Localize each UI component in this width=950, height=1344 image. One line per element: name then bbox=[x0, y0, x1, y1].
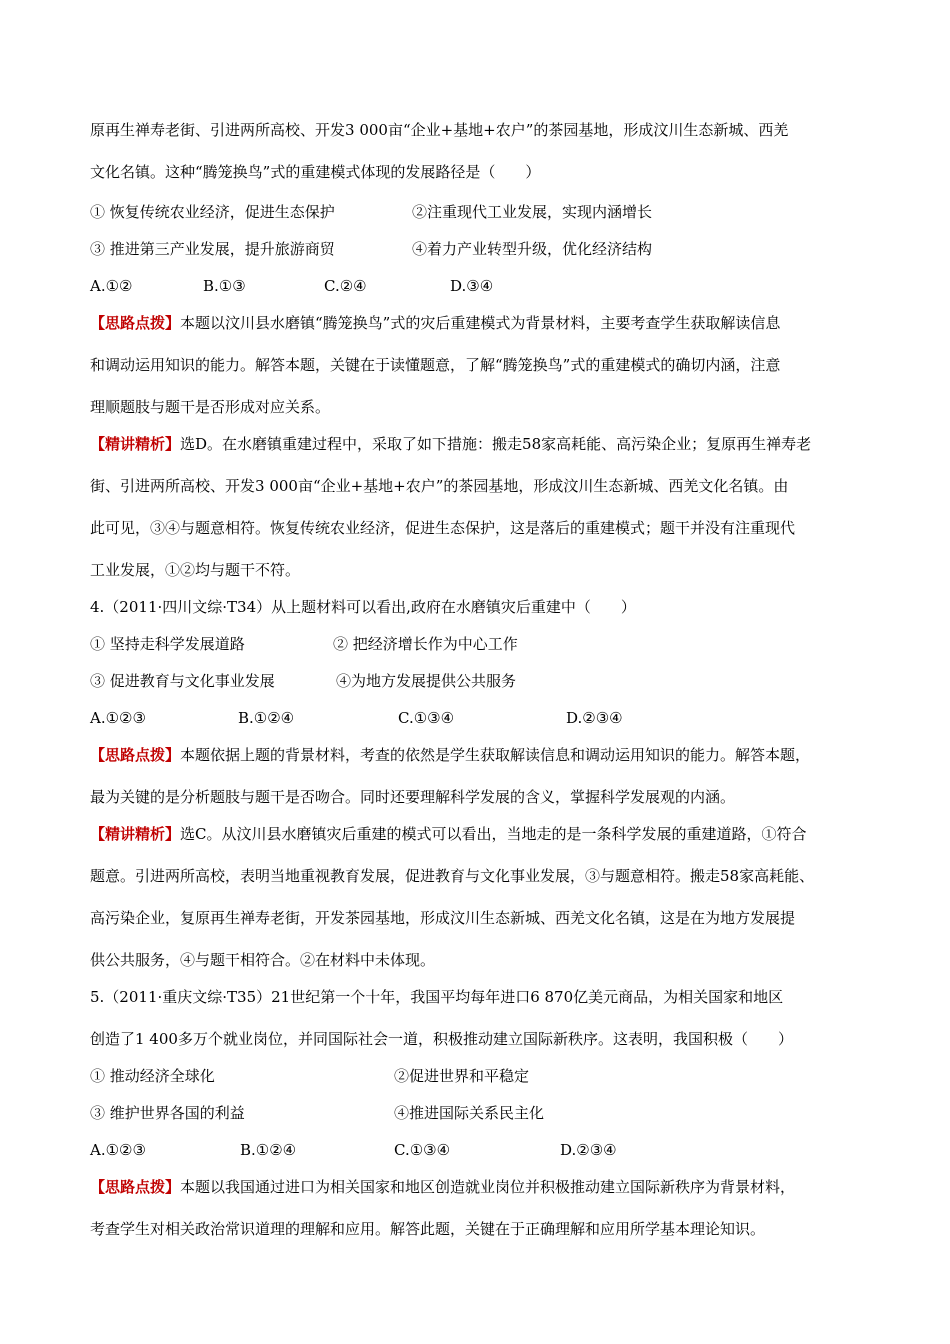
q3-option-3: ③ 推进第三产业发展，提升旅游商贸 bbox=[90, 240, 335, 258]
q3-choice-b: B.①③ bbox=[203, 277, 246, 295]
explanation-tag: 【精讲精析】 bbox=[90, 435, 181, 453]
hint-tag: 【思路点拨】 bbox=[90, 1178, 181, 1196]
q4-choice-b: B.①②④ bbox=[238, 709, 295, 727]
q4-exp-line-3: 高污染企业，复原再生禅寿老街，开发茶园基地，形成汶川生态新城、西羌文化名镇，这是在为地方发展提 bbox=[90, 909, 796, 927]
q3-hint-line-1: 【思路点拨】本题以汶川县水磨镇“腾笼换鸟”式的灾后重建模式为背景材料，主要考查学生获取解读信息 bbox=[90, 314, 781, 332]
q4-option-1: ① 坚持走科学发展道路 bbox=[90, 635, 245, 653]
q3-exp-line-1: 【精讲精析】选D。在水磨镇重建过程中，采取了如下措施：搬走58家高耗能、高污染企业；复原再生禅寿老 bbox=[90, 435, 812, 453]
q3-option-4: ④着力产业转型升级，优化经济结构 bbox=[412, 240, 653, 258]
explanation-tag: 【精讲精析】 bbox=[90, 825, 181, 843]
q5-hint-line-1: 【思路点拨】本题以我国通过进口为相关国家和地区创造就业岗位并积极推动建立国际新秩序为背景材料， bbox=[90, 1178, 796, 1196]
q3-stem-line-1: 原再生禅寿老街、引进两所高校、开发3 000亩“企业+基地+农户”的茶园基地，形成汶川生态新城、西羌 bbox=[90, 121, 789, 139]
q5-option-4: ④推进国际关系民主化 bbox=[394, 1104, 545, 1122]
hint-tag: 【思路点拨】 bbox=[90, 314, 181, 332]
q3-exp-line-4: 工业发展，①②均与题干不符。 bbox=[90, 561, 301, 579]
q4-hint-line-1: 【思路点拨】本题依据上题的背景材料，考查的依然是学生获取解读信息和调动运用知识的能力。解答本题， bbox=[90, 746, 811, 764]
q4-choice-c: C.①③④ bbox=[398, 709, 455, 727]
q3-stem-line-2: 文化名镇。这种“腾笼换鸟”式的重建模式体现的发展路径是（ ） bbox=[90, 163, 541, 181]
q4-option-3: ③ 促进教育与文化事业发展 bbox=[90, 672, 275, 690]
q5-option-3: ③ 维护世界各国的利益 bbox=[90, 1104, 245, 1122]
q4-option-4: ④为地方发展提供公共服务 bbox=[336, 672, 517, 690]
q5-hint-line-2: 考查学生对相关政治常识道理的理解和应用。解答此题，关键在于正确理解和应用所学基本理论知识。 bbox=[90, 1220, 766, 1238]
q4-choice-d: D.②③④ bbox=[566, 709, 623, 727]
q5-stem-line-1: 5.（2011·重庆文综·T35）21世纪第一个十年，我国平均每年进口6 870亿美元商品，为相关国家和地区 bbox=[90, 988, 784, 1006]
q4-exp-line-4: 供公共服务，④与题干相符合。②在材料中未体现。 bbox=[90, 951, 436, 969]
q3-choice-a: A.①② bbox=[90, 277, 133, 295]
q4-choice-a: A.①②③ bbox=[90, 709, 146, 727]
q5-choice-d: D.②③④ bbox=[560, 1141, 617, 1159]
q3-choice-d: D.③④ bbox=[450, 277, 494, 295]
q5-choice-b: B.①②④ bbox=[240, 1141, 297, 1159]
q5-choice-a: A.①②③ bbox=[90, 1141, 146, 1159]
q3-choice-c: C.②④ bbox=[324, 277, 367, 295]
q4-hint-line-2: 最为关键的是分析题肢与题干是否吻合。同时还要理解科学发展的含义，掌握科学发展观的内涵。 bbox=[90, 788, 736, 806]
q4-exp-line-2: 题意。引进两所高校，表明当地重视教育发展，促进教育与文化事业发展，③与题意相符。搬走58家高耗能、 bbox=[90, 867, 815, 885]
q3-exp-line-3: 此可见，③④与题意相符。恢复传统农业经济，促进生态保护，这是落后的重建模式；题干并没有注重现代 bbox=[90, 519, 796, 537]
q5-option-1: ① 推动经济全球化 bbox=[90, 1067, 215, 1085]
q5-option-2: ②促进世界和平稳定 bbox=[394, 1067, 530, 1085]
hint-tag: 【思路点拨】 bbox=[90, 746, 181, 764]
q5-choice-c: C.①③④ bbox=[394, 1141, 451, 1159]
q4-option-2: ② 把经济增长作为中心工作 bbox=[333, 635, 518, 653]
q4-stem: 4.（2011·四川文综·T34）从上题材料可以看出,政府在水磨镇灾后重建中（ ） bbox=[90, 598, 636, 616]
q3-exp-line-2: 街、引进两所高校、开发3 000亩“企业+基地+农户”的茶园基地，形成汶川生态新城、西羌文化名镇。由 bbox=[90, 477, 789, 495]
q3-hint-line-2: 和调动运用知识的能力。解答本题，关键在于读懂题意，了解“腾笼换鸟”式的重建模式的确切内涵，注意 bbox=[90, 356, 781, 374]
q3-option-2: ②注重现代工业发展，实现内涵增长 bbox=[412, 203, 653, 221]
q3-option-1: ① 恢复传统农业经济，促进生态保护 bbox=[90, 203, 335, 221]
q4-exp-line-1: 【精讲精析】选C。从汶川县水磨镇灾后重建的模式可以看出，当地走的是一条科学发展的重建道路，①符合 bbox=[90, 825, 807, 843]
q5-stem-line-2: 创造了1 400多万个就业岗位，并同国际社会一道，积极推动建立国际新秩序。这表明，我国积极（ ） bbox=[90, 1030, 793, 1048]
q3-hint-line-3: 理顺题肢与题干是否形成对应关系。 bbox=[90, 398, 331, 416]
